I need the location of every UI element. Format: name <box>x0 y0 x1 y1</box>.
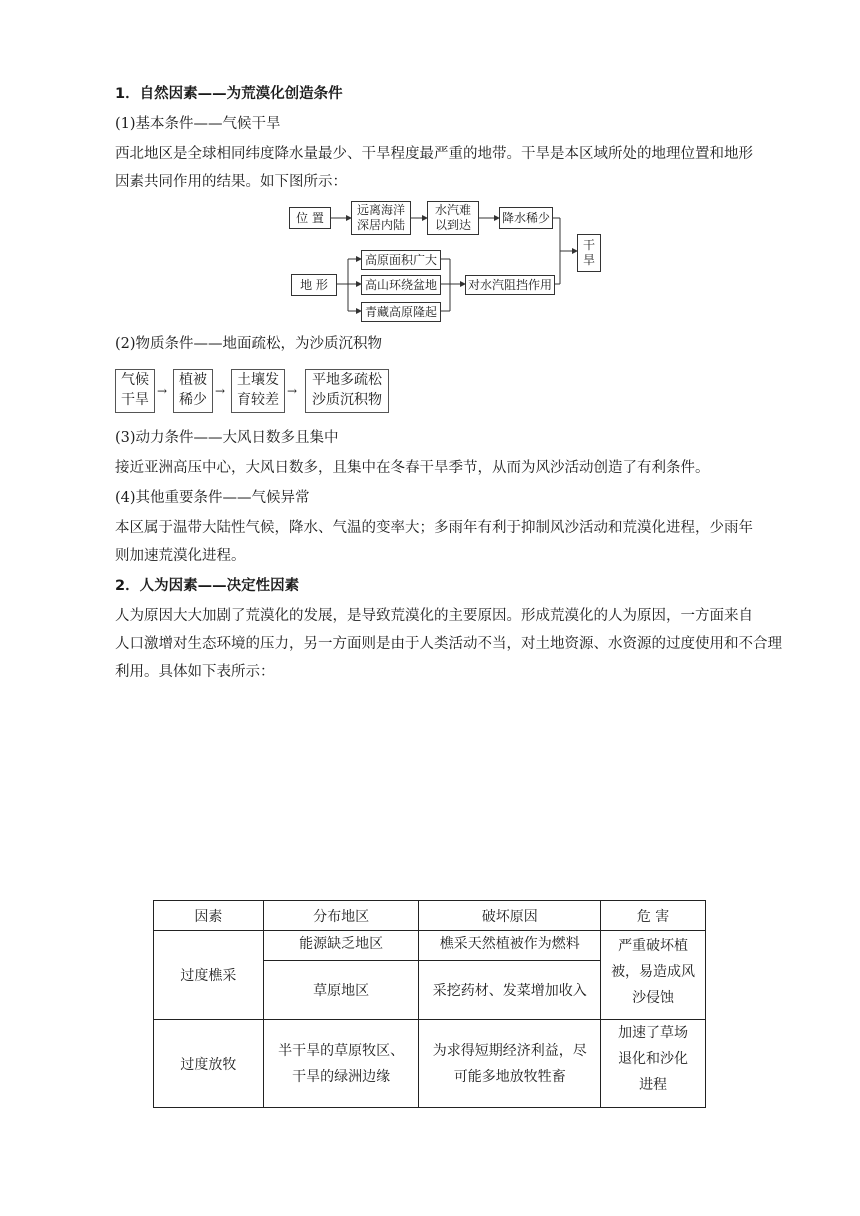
chain-box-vegetation <box>173 369 213 413</box>
box-plateau: 高原面积广大 <box>361 250 441 270</box>
table-row <box>154 1020 706 1108</box>
table-header: 危 害 <box>601 901 706 931</box>
paragraph-line: 人为原因大大加剧了荒漠化的发展，是导致荒漠化的主要原因。形成荒漠化的人为原因，一方面来自 <box>115 608 753 624</box>
subheading-other: (4)其他重要条件——气候异常 <box>115 490 310 506</box>
subheading-dynamic: (3)动力条件——大风日数多且集中 <box>115 430 339 446</box>
section2-heading: 2．人为因素——决定性因素 <box>115 578 300 594</box>
table-header: 因素 <box>154 901 264 931</box>
box-less-rain: 降水稀少 <box>499 207 553 229</box>
chain-box-climate <box>115 369 155 413</box>
box-position: 位 置 <box>289 207 331 229</box>
box-tibet: 青藏高原隆起 <box>361 302 441 322</box>
box-text: 土壤发 <box>237 372 279 388</box>
subheading-climate: (1)基本条件——气候干旱 <box>115 116 281 132</box>
arrow-icon: → <box>287 384 298 398</box>
box-text: 育较差 <box>237 392 279 408</box>
table-cell: 过度樵采 <box>154 931 264 1020</box>
chain-box-sediment <box>305 369 389 413</box>
box-text: 深居内陆 <box>356 218 405 232</box>
box-text: 平地多疏松 <box>312 372 382 388</box>
table-cell: 能源缺乏地区 <box>263 931 419 961</box>
paragraph-line: 西北地区是全球相同纬度降水量最少、干旱程度最严重的地带。干旱是本区域所处的地理位置和地形 <box>115 146 753 162</box>
table-header: 破坏原因 <box>419 901 601 931</box>
arrow-icon: → <box>157 384 168 398</box>
box-text: 植被 <box>179 372 207 388</box>
table-cell: 草原地区 <box>263 961 419 1020</box>
paragraph-line: 人口激增对生态环境的压力，另一方面则是由于人类活动不当，对土地资源、水资源的过度使用和不合理 <box>115 636 782 652</box>
paragraph-line: 则加速荒漠化进程。 <box>115 548 246 564</box>
section1-heading: 1．自然因素——为荒漠化创造条件 <box>115 86 343 102</box>
box-block: 对水汽阻挡作用 <box>465 275 555 295</box>
table-cell <box>419 1020 601 1108</box>
box-text: 远离海洋 <box>356 203 405 217</box>
cell-line: 沙侵蚀 <box>632 990 675 1006</box>
box-text: 以到达 <box>434 218 471 232</box>
cell-line: 干旱的绿洲边缘 <box>292 1068 391 1085</box>
paragraph-line: 利用。具体如下表所示： <box>115 664 275 680</box>
table-header-row <box>154 901 706 931</box>
box-text: 稀少 <box>179 392 207 408</box>
box-text: 干旱 <box>121 392 149 408</box>
cell-line: 严重破坏植 <box>618 938 689 954</box>
table-cell: 樵采天然植被作为燃料 <box>419 931 601 961</box>
cell-line: 被，易造成风 <box>611 964 696 980</box>
arrow-icon: → <box>215 384 226 398</box>
box-text: 旱 <box>582 253 595 267</box>
table-cell: 采挖药材、发菜增加收入 <box>419 961 601 1020</box>
table-cell <box>263 1020 419 1108</box>
box-text: 水汽难 <box>434 203 471 217</box>
box-drought <box>577 234 601 272</box>
box-terrain: 地 形 <box>291 274 337 296</box>
cell-line: 半干旱的草原牧区、 <box>278 1042 405 1059</box>
box-text: 沙质沉积物 <box>312 392 382 408</box>
box-mountain: 高山环绕盆地 <box>361 275 441 295</box>
paragraph-line: 接近亚洲高压中心，大风日数多，且集中在冬春干旱季节，从而为风沙活动创造了有利条件。 <box>115 460 710 476</box>
table-row <box>154 931 706 961</box>
cell-line: 为求得短期经济利益，尽 <box>432 1042 587 1059</box>
human-factors-table <box>153 900 706 1108</box>
chain-box-soil <box>231 369 285 413</box>
cell-line: 进程 <box>639 1077 668 1093</box>
box-text: 干 <box>582 238 595 252</box>
cell-line: 可能多地放牧牲畜 <box>453 1068 566 1085</box>
paragraph-line: 本区属于温带大陆性气候，降水、气温的变率大；多雨年有利于抑制风沙活动和荒漠化进程，少雨年 <box>115 520 753 536</box>
box-vapor <box>427 201 479 235</box>
box-text: 气候 <box>121 372 149 388</box>
cell-line: 加速了草场 <box>618 1025 689 1041</box>
table-cell <box>601 931 706 1020</box>
table-header: 分布地区 <box>263 901 419 931</box>
subheading-material: (2)物质条件——地面疏松，为沙质沉积物 <box>115 336 383 352</box>
table-cell <box>601 1020 706 1108</box>
paragraph-line: 因素共同作用的结果。如下图所示： <box>115 174 347 190</box>
box-far-ocean <box>351 201 411 235</box>
cell-line: 退化和沙化 <box>618 1051 689 1067</box>
table-cell: 过度放牧 <box>154 1020 264 1108</box>
